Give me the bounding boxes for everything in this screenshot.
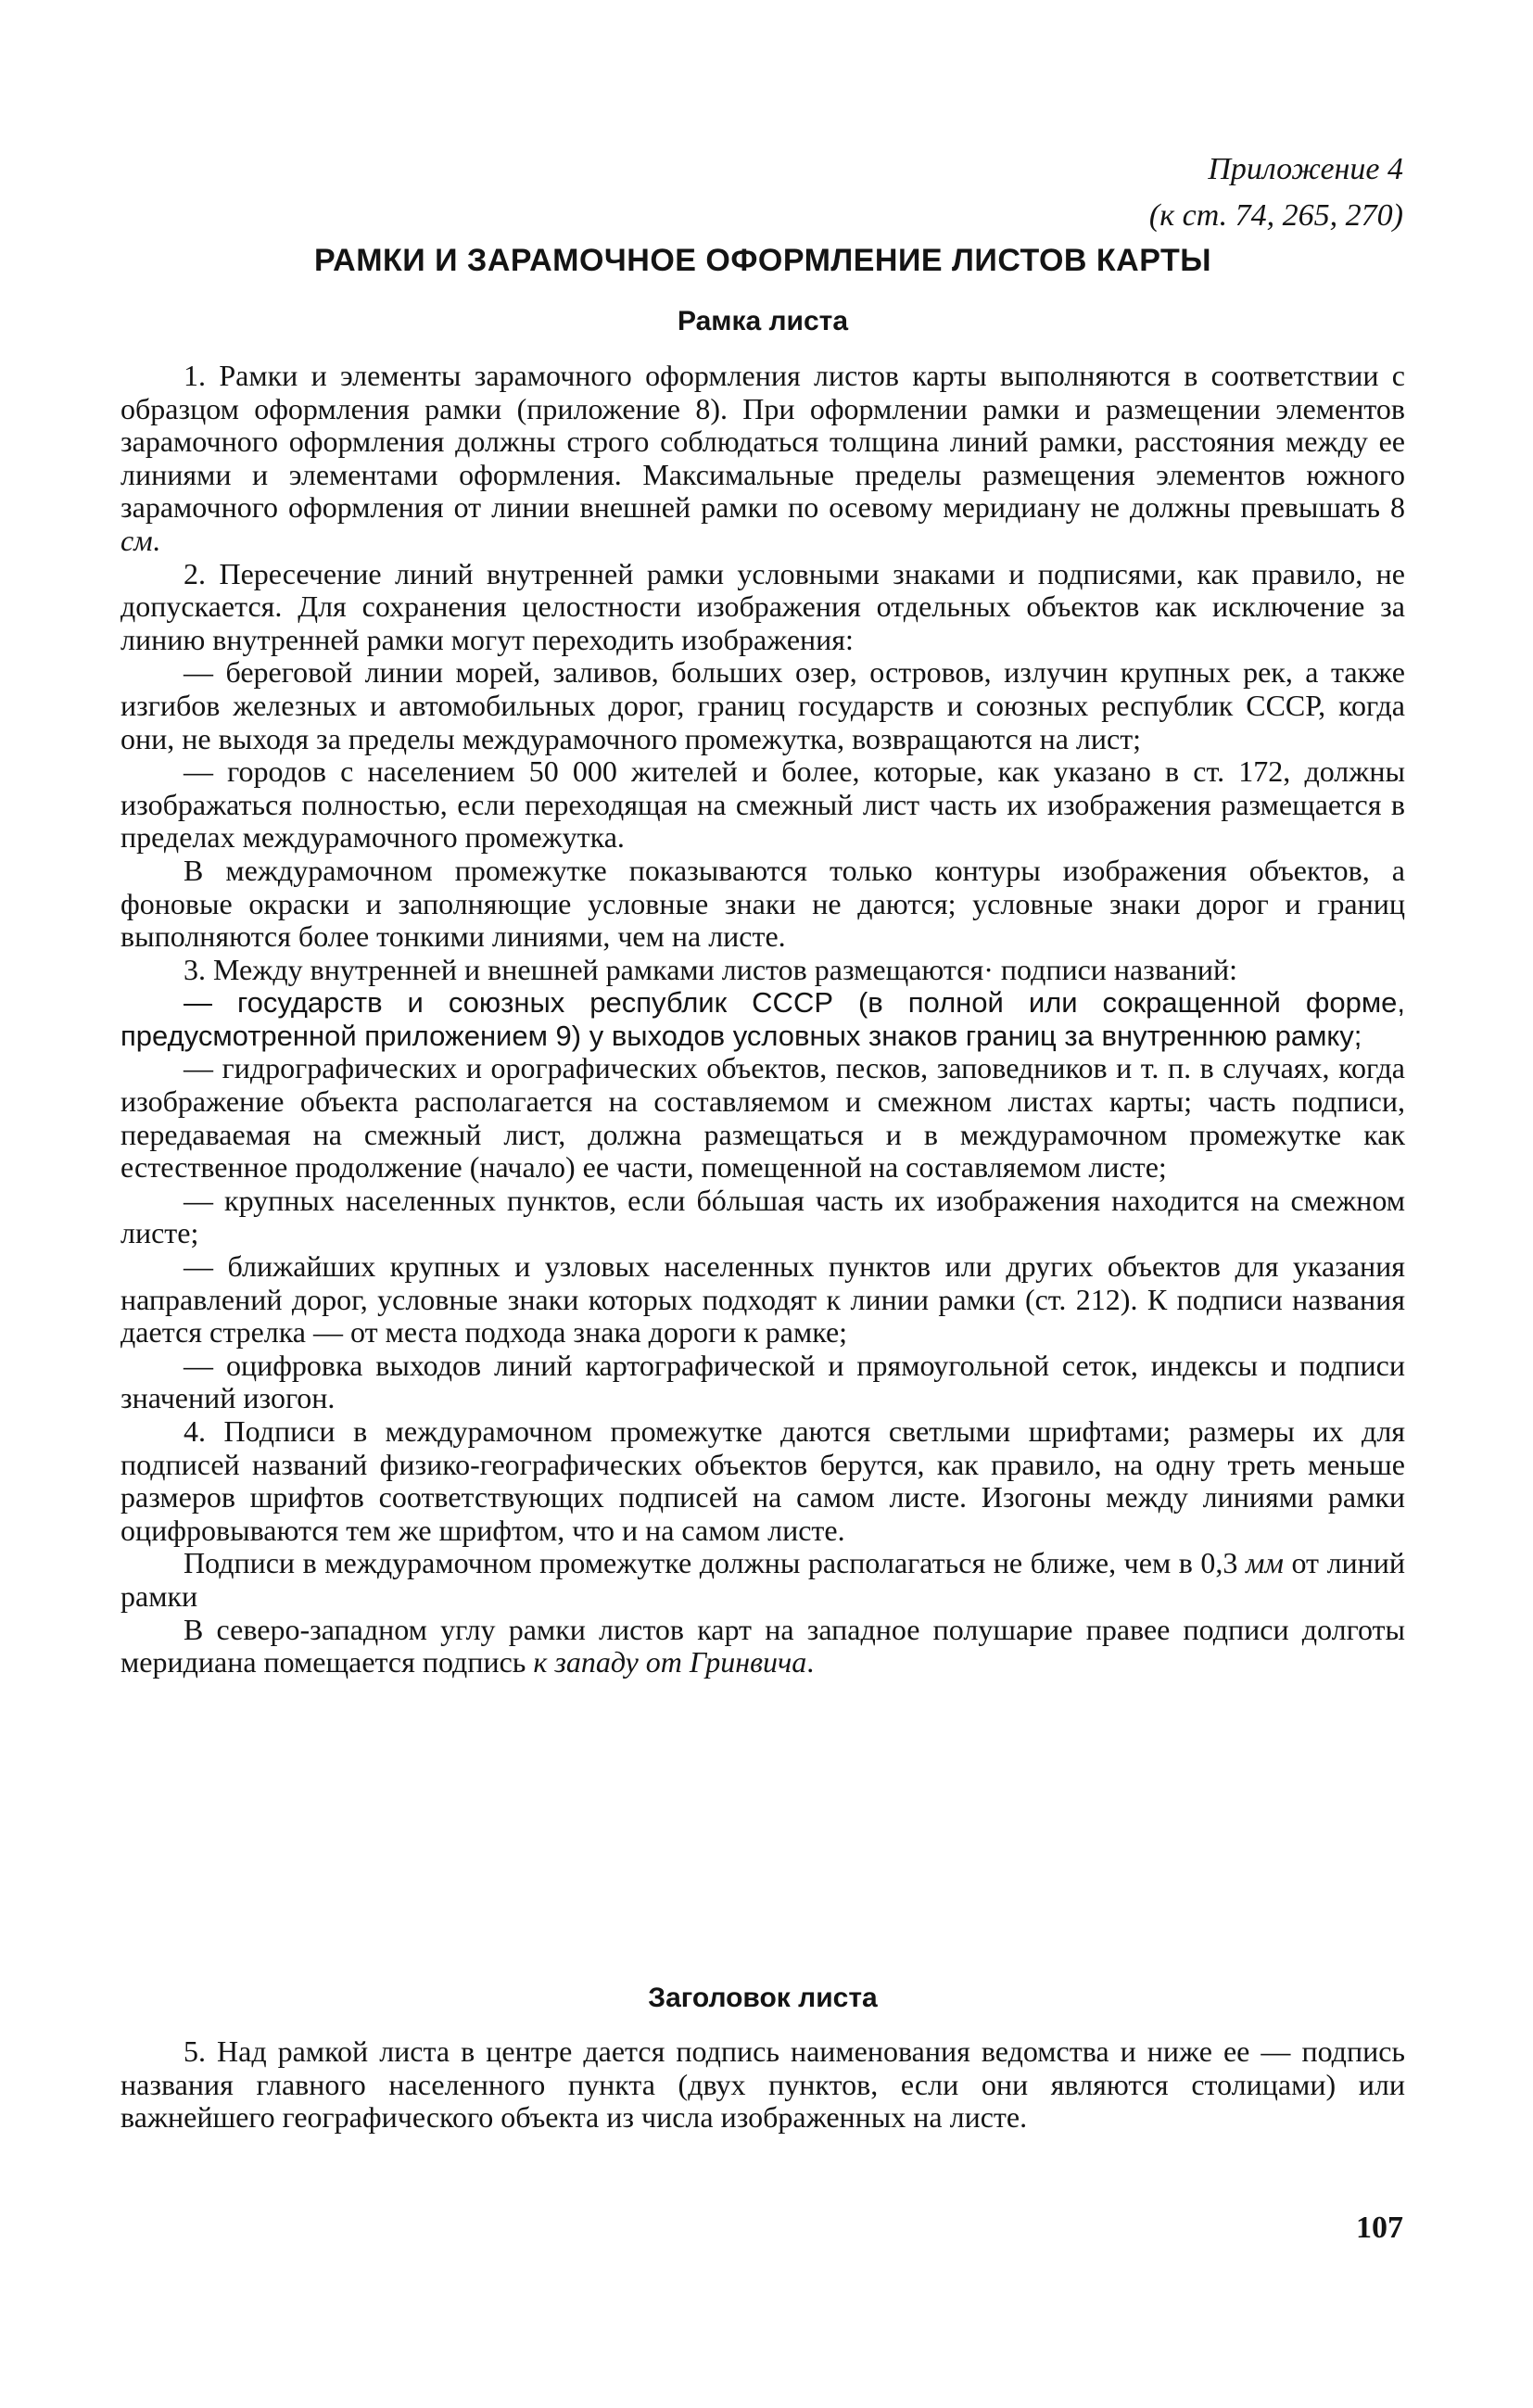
paragraph-13: Подписи в междурамочном промежутке должны располагаться не ближе, чем в 0,3 мм от линий рамки [120,1546,1406,1613]
section-heading-header: Заголовок листа [648,1983,878,2013]
paragraph-10: — ближайших крупных и узловых населенных пунктов или других объектов для указания направлений дорог, условные знаки которых подходят к линии рамки (ст. 212). К подписи названия дается стрелка — от места подхода знака дороги к рамке; [120,1249,1405,1350]
page-number: 107 [1356,2211,1403,2245]
section-heading-frame: Рамка листа [677,306,849,336]
page-title: РАМКИ И ЗАРАМОЧНОЕ ОФОРМЛЕНИЕ ЛИСТОВ КАРТЫ [313,243,1212,278]
paragraph-14: В северо-западном углу рамки листов карт на западное полушарие правее подписи долготы меридиана помещается подпись к западу от Гринвича. [120,1612,1405,1679]
section-header-body [120,2035,1405,2135]
appendix-number: Приложение 4 [1208,152,1403,186]
paragraph-9: — крупных населенных пунктов, если бóльшая часть их изображения находится на смежном листе; [120,1183,1405,1250]
paragraph-5: В междурамочном промежутке показываются только контуры изображения объектов, а фоновые окраски и заполняющие условные знаки не даются; условные знаки дорог и границ выполняются более тонкими линиями, чем на листе. [120,853,1405,954]
paragraph-11: — оцифровка выходов линий картографической и прямоугольной сеток, индексы и подписи значений изогон. [120,1348,1405,1415]
paragraph-7: — государств и союзных республик СССР (в полной или сокращенной форме, предусмотренной приложением 9) у выходов условных знаков границ за внутреннюю рамку; [120,986,1405,1052]
paragraph-3: — береговой линии морей, заливов, больших озер, островов, излучин крупных рек, а также изгибов железных и автомобильных дорог, границ государств и союзных республик СССР, когда они, не выходя за пределы междурамочного промежутка, возвращаются на лист; [120,655,1405,755]
paragraph-12: 4. Подписи в междурамочном промежутке даются светлыми шрифтами; размеры их для подписей названий физико-географических объектов берутся, как правило, на одну треть меньше размеров шрифтов соответствующих подписей на самом листе. Изогоны между линиями рамки оцифровываются тем же шрифтом, что и на самом листе. [120,1414,1405,1547]
appendix-reference [847,146,1403,239]
paragraph-8: — гидрографических и орографических объектов, песков, заповедников и т. п. в случаях, когда изображение объекта располагается на составляемом и смежном листах карты; часть подписи, передаваемая на смежный лист, должна размещаться и в междурамочном промежутке как естественное продолжение (начало) ее части, помещенной на составляемом листе; [120,1051,1405,1185]
paragraph-2: 2. Пересечение линий внутренней рамки условными знаками и подписями, как правило, не допускается. Для сохранения целостности изображения отдельных объектов как исключение за линию внутренней рамки могут переходить изображения: [120,556,1405,656]
appendix-articles: (к ст. 74, 265, 270) [1148,198,1403,233]
paragraph-15: 5. Над рамкой листа в центре дается подпись наименования ведомства и ниже ее — подпись названия главного населенного пункта (двух пунктов, если они являются столицами) или важнейшего географического объекта из числа изображенных на листе. [120,2034,1405,2135]
paragraph-6: 3. Между внутренней и внешней рамками листов размещаются· подписи названий: [184,952,1238,986]
paragraph-4: — городов с населением 50 000 жителей и более, которые, как указано в ст. 172, должны изображаться полностью, если переходящая на смежный лист часть их изображения размещается в пределах междурамочного промежутка. [120,754,1405,855]
section-frame-body [120,360,1405,1679]
paragraph-1: 1. Рамки и элементы зарамочного оформления листов карты выполняются в соответствии с образцом оформления рамки (приложение 8). При оформлении рамки и размещении элементов зарамочного оформления должны строго соблюдаться толщина линий рамки, расстояния между ее линиями и элементами оформления. Максимальные пределы размещения элементов южного зарамочного оформления от линии внешней рамки по осевому меридиану не должны превышать 8 см. [120,359,1405,557]
